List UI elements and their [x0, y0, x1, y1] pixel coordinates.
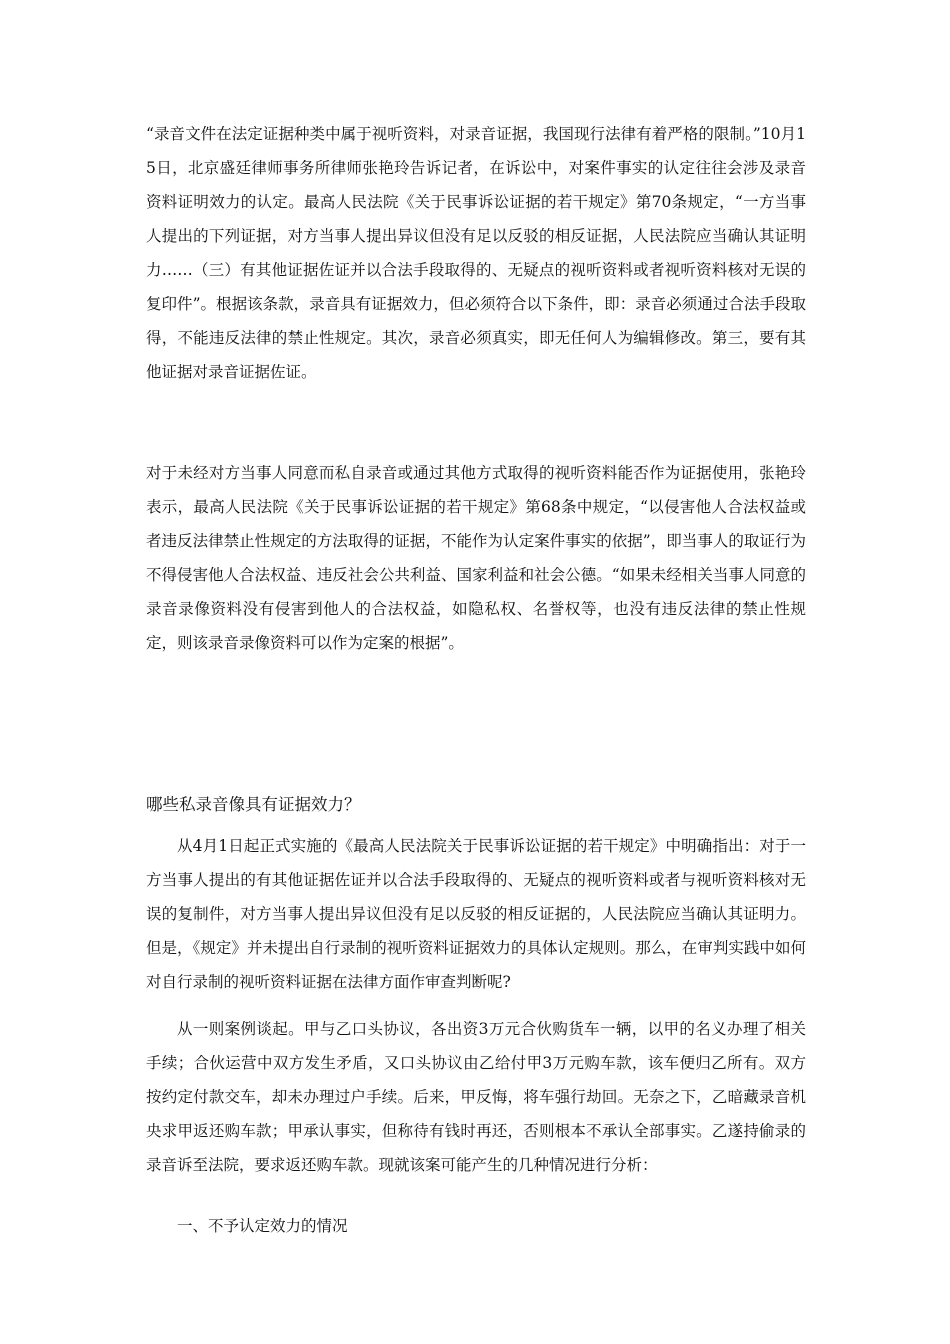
paragraph-case-example: 从一则案例谈起。甲与乙口头协议，各出资3万元合伙购货车一辆，以甲的名义办理了相关手续；合伙运营中双方发生矛盾，又口头协议由乙给付甲3万元购车款，该车便归乙所有。双方按约定付款交车，却未办理过户手续。后来，甲反悔，将车强行劫回。无奈之下，乙暗藏录音机央求甲返还购车款；甲承认事实，但称待有钱时再还，否则根本不承认全部事实。乙遂持偷录的录音诉至法院，要求返还购车款。现就该案可能产生的几种情况进行分析：	[146, 1020, 806, 1174]
paragraph-recording-evidence-rules: “录音文件在法定证据种类中属于视听资料，对录音证据，我国现行法律有着严格的限制。”10月15日，北京盛廷律师事务所律师张艳玲告诉记者，在诉讼中，对案件事实的认定往往会涉及录音资料证明效力的认定。最高人民法院《关于民事诉讼证据的若干规定》第70条规定，“一方当事人提出的下列证据，对方当事人提出异议但没有足以反驳的相反证据，人民法院应当确认其证明力……（三）有其他证据佐证并以合法手段取得的、无疑点的视听资料或者视听资料核对无误的复印件”。根据该条款，录音具有证据效力，但必须符合以下条件，即：录音必须通过合法手段取得，不能违反法律的禁止性规定。其次，录音必须真实，即无任何人为编辑修改。第三，要有其他证据对录音证据佐证。	[146, 125, 806, 381]
section-heading: 哪些私录音像具有证据效力？	[146, 795, 361, 814]
paragraph-unauthorized-recording: 对于未经对方当事人同意而私自录音或通过其他方式取得的视听资料能否作为证据使用，张艳玲表示，最高人民法院《关于民事诉讼证据的若干规定》第68条中规定，“以侵害他人合法权益或者违反法律禁止性规定的方法取得的证据，不能作为认定案件事实的依据”，即当事人的取证行为不得侵害他人合法权益、违反社会公共利益、国家利益和社会公德。“如果未经相关当事人同意的录音录像资料没有侵害到他人的合法权益，如隐私权、名誉权等，也没有违反法律的禁止性规定，则该录音录像资料可以作为定案的根据”。	[146, 464, 806, 652]
paragraph-regulation-overview: 从4月1日起正式实施的《最高人民法院关于民事诉讼证据的若干规定》中明确指出：对于一方当事人提出的有其他证据佐证并以合法手段取得的、无疑点的视听资料或者与视听资料核对无误的复制件，对方当事人提出异议但没有足以反驳的相反证据的，人民法院应当确认其证明力。但是，《规定》并未提出自行录制的视听资料证据效力的具体认定规则。那么，在审判实践中如何对自行录制的视听资料证据在法律方面作审查判断呢?	[146, 837, 806, 991]
subsection-heading: 一、不予认定效力的情况	[177, 1217, 348, 1235]
